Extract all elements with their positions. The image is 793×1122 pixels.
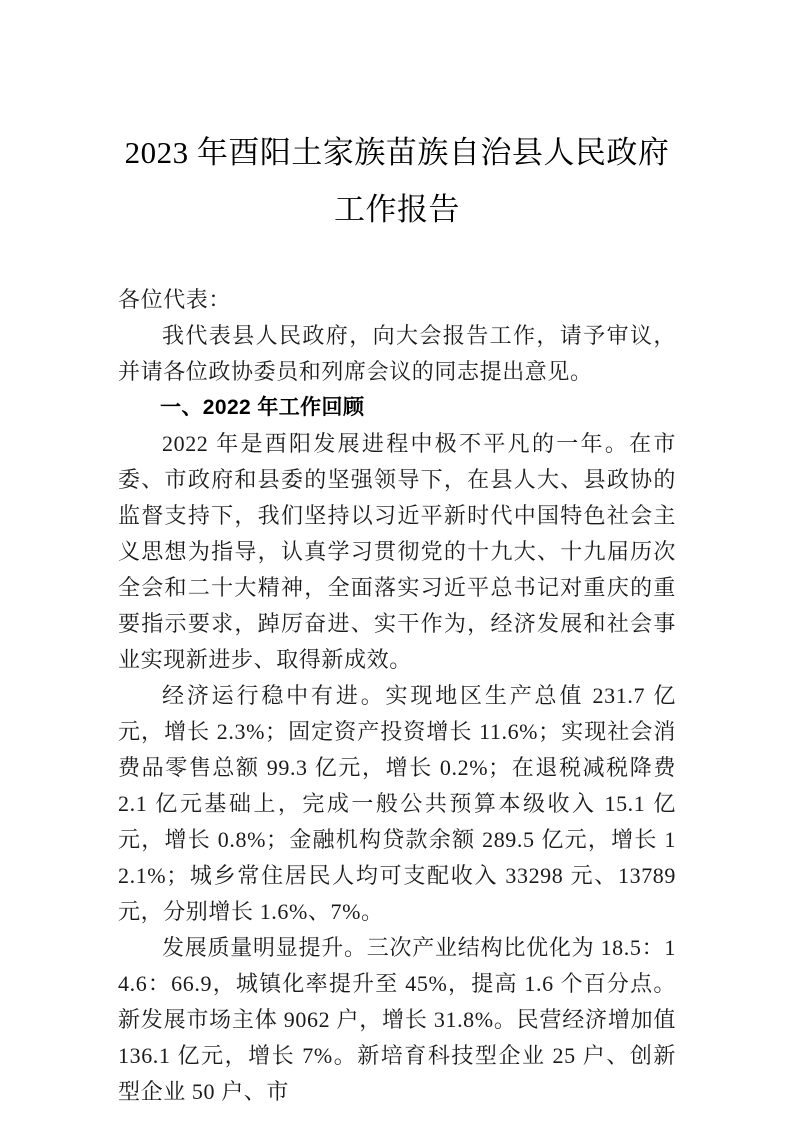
salutation: 各位代表： [118,287,232,312]
paragraph-intro: 我代表县人民政府，向大会报告工作，请予审议，并请各位政协委员和列席会议的同志提出意见。 [118,323,676,384]
paragraph-economy: 经济运行稳中有进。实现地区生产总值 231.7 亿元，增长 2.3%；固定资产投资增长 11.6%；实现社会消费品零售总额 99.3 亿元，增长 0.2%；在退税减税降费 2.1 亿元基础上，完成一般公共预算本级收入 15.1 亿元，增长 0.8%；金融机构贷款余额 289.5 亿元，增长 12.1%；城乡常住居民人均可支配收入 33298 元、13789 元，分别增长 1.6%、7%。 [118,683,676,924]
paragraph-quality: 发展质量明显提升。三次产业结构比优化为 18.5：14.6：66.9，城镇化率提升至 45%，提高 1.6 个百分点。新发展市场主体 9062 户，增长 31.8%。民营经济增加值 136.1 亿元，增长 7%。新培育科技型企业 25 户、创新型企业 50 户、市 [118,935,676,1104]
page-title: 2023 年酉阳土家族苗族自治县人民政府工作报告 [124,135,670,227]
section-heading-work-review: 一、2022 年工作回顾 [160,396,365,419]
document-body [118,0,676,1110]
paragraph-review-overview: 2022 年是酉阳发展进程中极不平凡的一年。在市委、市政府和县委的坚强领导下，在县人大、县政协的监督支持下，我们坚持以习近平新时代中国特色社会主义思想为指导，认真学习贯彻党的十九大、十九届历次全会和二十大精神，全面落实习近平总书记对重庆的重要指示要求，踔厉奋进、实干作为，经济发展和社会事业实现新进步、取得新成效。 [118,431,676,672]
